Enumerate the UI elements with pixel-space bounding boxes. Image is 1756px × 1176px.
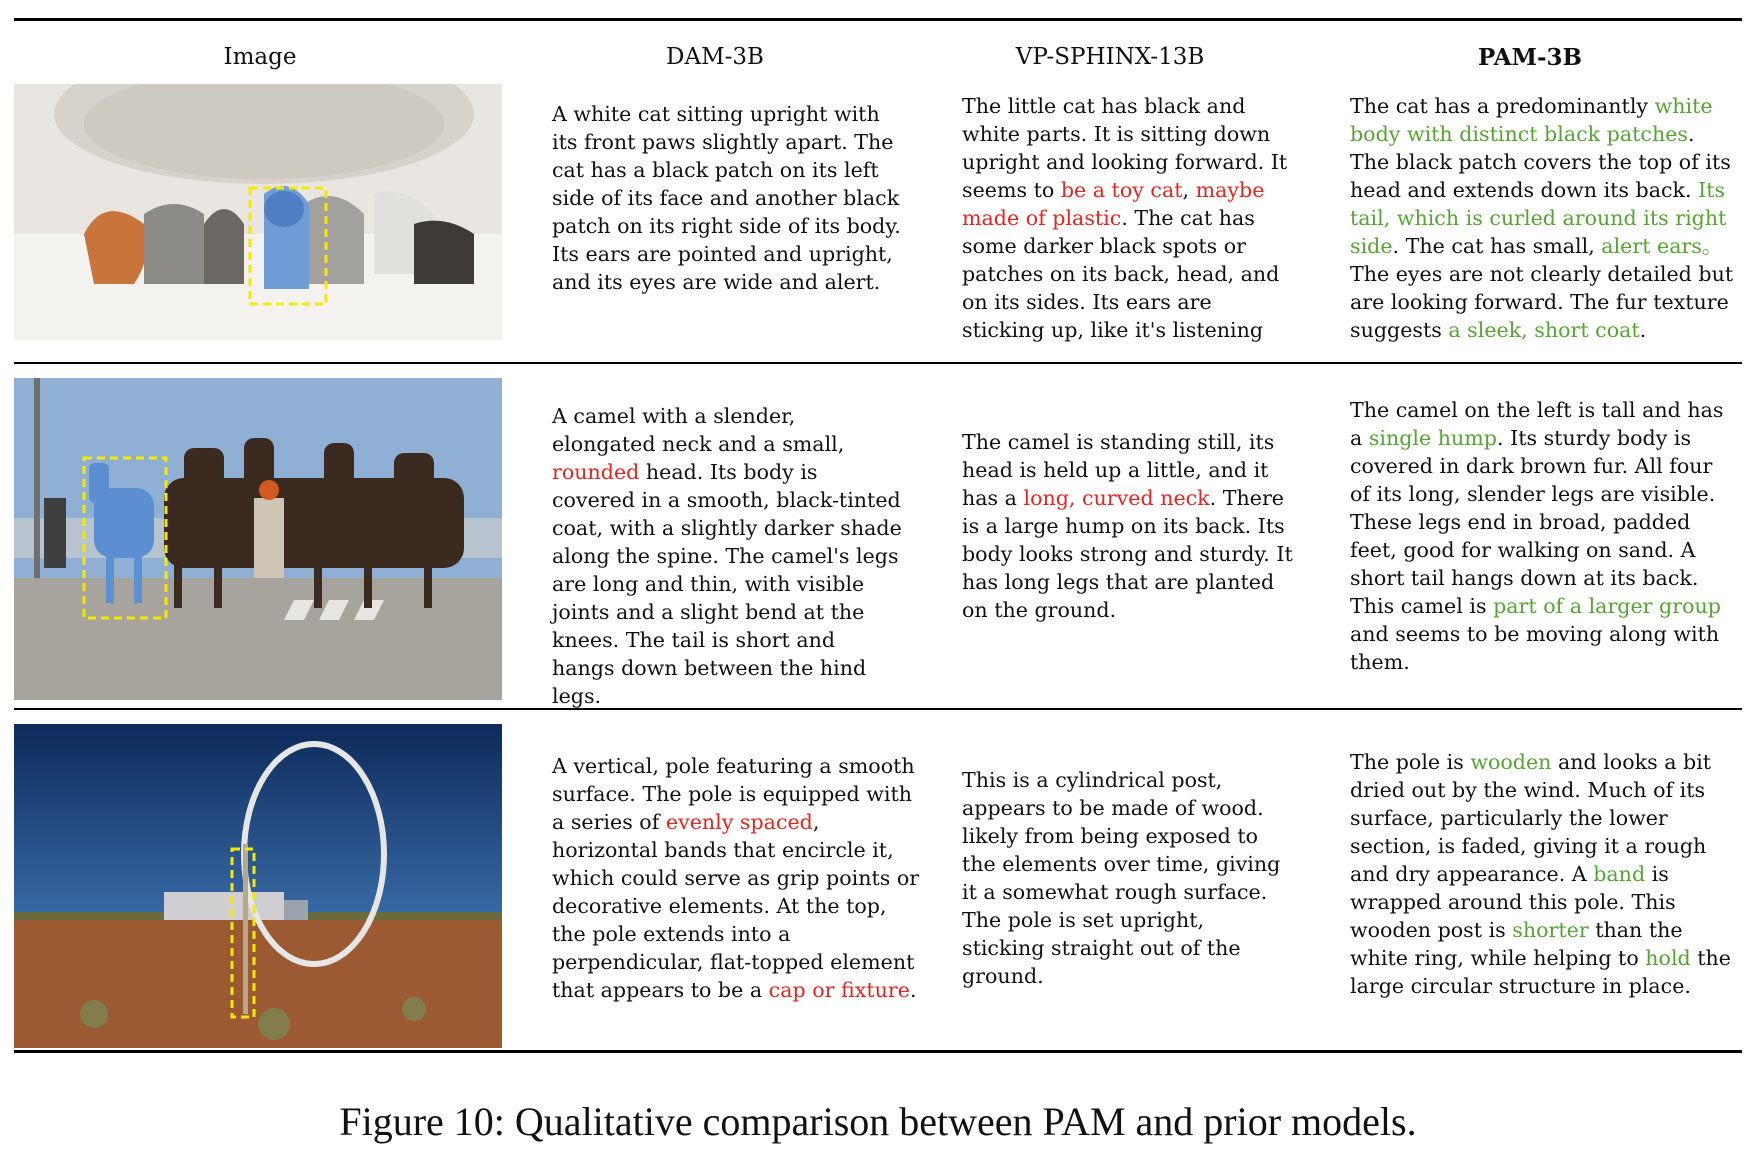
header-dam: DAM-3B [666,44,764,70]
text-segment: head. Its body is covered in a smooth, black-tinted coat, with a slightly darker shade along the spine. The camel's legs are long and thin, with visible joints and a slight bend at the knees. The tail is short and hangs down between the hind legs. [552,460,902,708]
image-camel-herd [14,378,502,700]
correct-phrase: shorter [1512,918,1589,942]
text-segment: and looks a bit dried out by the wind. Much of its surface, particularly the lower section, is faded, giving it a rough and dry appearance. A [1350,750,1712,886]
text-segment: , [1182,178,1196,202]
text-segment: The pole is [1350,750,1471,774]
figure-caption: Figure 10: Qualitative comparison between PAM and prior models. [339,1099,1417,1144]
text-segment: . The cat has some darker black spots or patches on its back, head, and on its sides. Its ears are sticking up, like it's listening [962,206,1280,342]
row3-dam-text [552,752,922,1004]
text-segment: . The black patch covers the top of its head and extends down its back. [1350,122,1731,202]
text-segment: . The cat has small, [1392,234,1602,258]
text-segment: The camel is standing still, its head is held up a little, and it has a [962,430,1275,510]
text-segment: The eyes are not clearly detailed but are looking forward. The fur texture suggests [1350,262,1734,342]
row3-pam-text [1350,748,1740,1000]
text-segment: , horizontal bands that encircle it, which could serve as grip points or decorative elements. At the top, the pole extends into a perpendicular, flat-topped element that appears to be a [552,810,920,1002]
text-segment: A white cat sitting upright with its front paws slightly apart. The cat has a black patch on its left side of its face and another black patch on its right side of its body. Its ears are pointed and upright, and its eyes are wide and alert. [552,102,901,294]
row1-dam-text [552,100,902,296]
text-segment: . Its sturdy body is covered in dark brown fur. All four of its long, slender legs are visible. These legs end in broad, padded feet, good for walking on sand. A short tail hangs down at its back. This camel is [1350,426,1716,618]
text-segment: The little cat has black and white parts. It is sitting down upright and looking forward. It seems to [962,94,1288,202]
row3-vp-text [962,766,1292,990]
correct-phrase: a sleek, short coat [1448,318,1640,342]
text-segment: A camel with a slender, elongated neck and a small, [552,404,845,456]
text-segment: . [1639,318,1647,342]
correct-phrase: alert ears。 [1601,234,1723,258]
incorrect-phrase: evenly spaced [665,810,813,834]
correct-phrase: Its tail, which is curled around its right side [1350,178,1727,258]
text-segment: is wrapped around this pole. This wooden post is [1350,862,1676,942]
header-vp: VP-SPHINX-13B [1015,44,1205,70]
incorrect-phrase: long, curved neck [1023,486,1210,510]
row-divider-1 [14,362,1742,364]
header-pam: PAM-3B [1478,44,1582,71]
incorrect-phrase: maybe made of plastic [962,178,1265,230]
header-image: Image [223,44,297,70]
row2-vp-text [962,428,1300,624]
text-segment: This is a cylindrical post, appears to be made of wood. likely from being exposed to the elements over time, giving it a somewhat rough surface. The pole is set upright, sticking straight out of the ground. [962,768,1281,988]
image-cat-figurines [14,84,502,340]
text-segment: The cat has a predominantly [1350,94,1655,118]
row1-pam-text [1350,92,1740,344]
incorrect-phrase: be a toy cat [1060,178,1183,202]
text-segment: . [909,978,917,1002]
correct-phrase: wooden [1470,750,1552,774]
text-segment: and seems to be moving along with them. [1350,622,1720,674]
correct-phrase: white body with distinct black patches [1350,94,1713,146]
text-segment: the large circular structure in place. [1350,946,1731,998]
row2-pam-text [1350,396,1738,676]
top-rule [14,18,1742,21]
text-segment: . There is a large hump on its back. Its body looks strong and sturdy. It has long legs that are planted on the ground. [962,486,1293,622]
image-pole-ring [14,724,502,1048]
correct-phrase: part of a larger group [1493,594,1721,618]
text-segment: than the white ring, while helping to [1350,918,1683,970]
correct-phrase: single hump [1368,426,1497,450]
correct-phrase: hold [1645,946,1691,970]
text-segment: A vertical, pole featuring a smooth surface. The pole is equipped with a series of [552,754,915,834]
row1-vp-text [962,92,1292,344]
correct-phrase: band [1593,862,1646,886]
bottom-rule [14,1050,1742,1053]
incorrect-phrase: cap or fixture [768,978,910,1002]
row2-dam-text [552,402,902,710]
text-segment: The camel on the left is tall and has a [1350,398,1724,450]
incorrect-phrase: rounded [552,460,640,484]
